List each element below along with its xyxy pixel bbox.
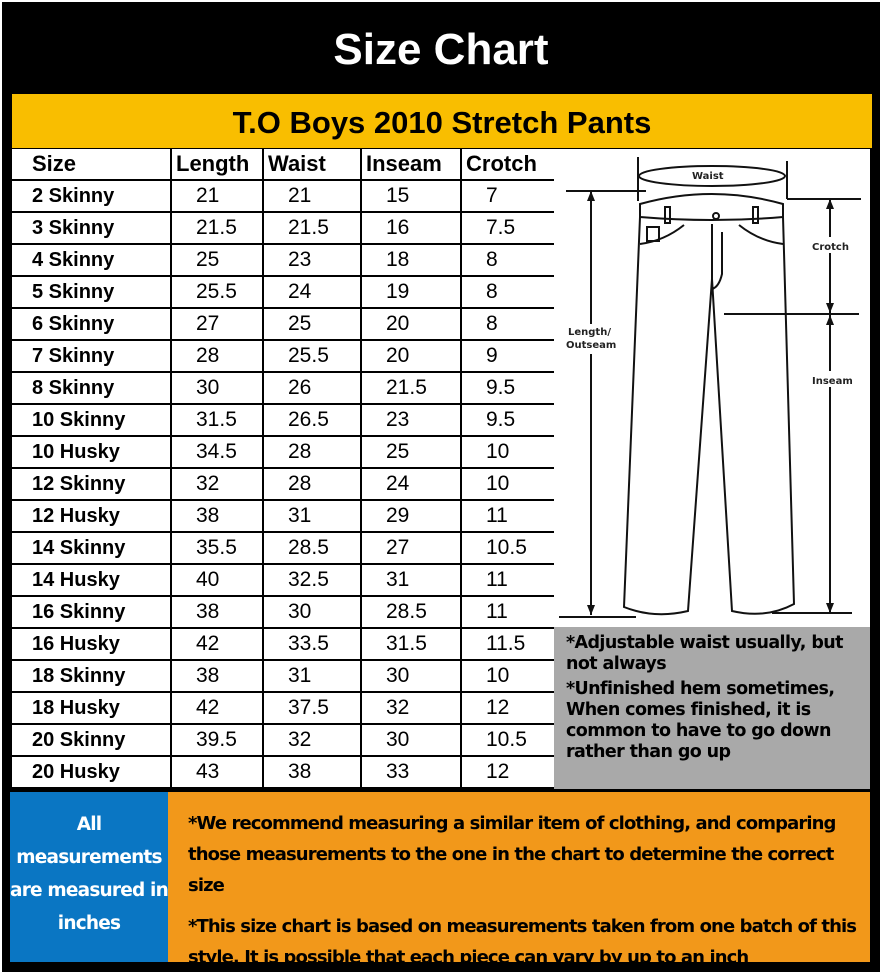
cell-length: 40 [171, 564, 263, 596]
cell-length: 35.5 [171, 532, 263, 564]
cell-crotch: 8 [461, 276, 555, 308]
cell-inseam: 31 [361, 564, 461, 596]
diagram-label-length: Length/ [568, 327, 611, 338]
cell-size: 14 Husky [11, 564, 171, 596]
table-row [11, 660, 555, 692]
cell-waist: 30 [263, 596, 361, 628]
diagram-label-crotch: Crotch [812, 242, 849, 253]
disclaimer-batch-variance: *This size chart is based on measurements taken from one batch of this style. It is possible that each piece can vary by up to an inch [188, 916, 857, 968]
cell-crotch: 12 [461, 756, 555, 788]
note-unfinished-hem: *Unfinished hem sometimes, When comes finished, it is common to have to go down rather than go up [566, 679, 835, 762]
cell-size: 6 Skinny [11, 308, 171, 340]
cell-length: 31.5 [171, 404, 263, 436]
table-row [11, 180, 555, 212]
cell-crotch: 9.5 [461, 404, 555, 436]
column-header-crotch: Crotch [461, 149, 555, 180]
cell-size: 18 Skinny [11, 660, 171, 692]
cell-length: 25.5 [171, 276, 263, 308]
cell-length: 21 [171, 180, 263, 212]
cell-inseam: 30 [361, 660, 461, 692]
cell-crotch: 10 [461, 468, 555, 500]
cell-waist: 33.5 [263, 628, 361, 660]
cell-inseam: 23 [361, 404, 461, 436]
table-row [11, 564, 555, 596]
cell-waist: 24 [263, 276, 361, 308]
cell-inseam: 30 [361, 724, 461, 756]
cell-length: 39.5 [171, 724, 263, 756]
cell-waist: 26.5 [263, 404, 361, 436]
cell-size: 10 Husky [11, 436, 171, 468]
cell-crotch: 9 [461, 340, 555, 372]
cell-length: 21.5 [171, 212, 263, 244]
cell-waist: 28.5 [263, 532, 361, 564]
cell-length: 38 [171, 660, 263, 692]
cell-length: 28 [171, 340, 263, 372]
table-row [11, 340, 555, 372]
table-row [11, 244, 555, 276]
table-header-row [11, 149, 555, 180]
cell-length: 25 [171, 244, 263, 276]
cell-length: 32 [171, 468, 263, 500]
cell-inseam: 20 [361, 340, 461, 372]
size-table [10, 149, 556, 789]
cell-size: 20 Husky [11, 756, 171, 788]
cell-size: 10 Skinny [11, 404, 171, 436]
table-row [11, 756, 555, 788]
cell-length: 43 [171, 756, 263, 788]
cell-crotch: 7.5 [461, 212, 555, 244]
product-subtitle: T.O Boys 2010 Stretch Pants [12, 94, 872, 148]
cell-size: 3 Skinny [11, 212, 171, 244]
cell-crotch: 11 [461, 596, 555, 628]
cell-waist: 28 [263, 436, 361, 468]
cell-waist: 28 [263, 468, 361, 500]
table-body [11, 180, 555, 788]
table-row [11, 692, 555, 724]
table-row [11, 596, 555, 628]
cell-size: 12 Husky [11, 500, 171, 532]
table-row [11, 276, 555, 308]
cell-size: 14 Skinny [11, 532, 171, 564]
cell-size: 16 Skinny [11, 596, 171, 628]
cell-length: 42 [171, 628, 263, 660]
cell-size: 4 Skinny [11, 244, 171, 276]
cell-waist: 31 [263, 500, 361, 532]
cell-crotch: 10 [461, 436, 555, 468]
cell-inseam: 16 [361, 212, 461, 244]
cell-crotch: 11 [461, 500, 555, 532]
cell-waist: 25 [263, 308, 361, 340]
cell-crotch: 12 [461, 692, 555, 724]
cell-crotch: 8 [461, 244, 555, 276]
column-header-size: Size [11, 149, 171, 180]
cell-length: 42 [171, 692, 263, 724]
cell-length: 27 [171, 308, 263, 340]
cell-inseam: 33 [361, 756, 461, 788]
cell-size: 20 Skinny [11, 724, 171, 756]
cell-crotch: 11 [461, 564, 555, 596]
column-header-length: Length [171, 149, 263, 180]
size-table-container [10, 149, 554, 789]
table-row [11, 372, 555, 404]
cell-crotch: 9.5 [461, 372, 555, 404]
cell-crotch: 7 [461, 180, 555, 212]
cell-inseam: 20 [361, 308, 461, 340]
product-notes [554, 627, 870, 789]
cell-crotch: 8 [461, 308, 555, 340]
diagram-label-outseam: Outseam [566, 340, 617, 351]
cell-waist: 21.5 [263, 212, 361, 244]
cell-crotch: 11.5 [461, 628, 555, 660]
cell-waist: 31 [263, 660, 361, 692]
cell-size: 12 Skinny [11, 468, 171, 500]
table-row [11, 308, 555, 340]
column-header-inseam: Inseam [361, 149, 461, 180]
cell-length: 38 [171, 596, 263, 628]
disclaimer-panel [168, 792, 870, 968]
cell-size: 16 Husky [11, 628, 171, 660]
cell-size: 5 Skinny [11, 276, 171, 308]
table-row [11, 532, 555, 564]
table-row [11, 404, 555, 436]
table-row [11, 212, 555, 244]
cell-waist: 38 [263, 756, 361, 788]
cell-inseam: 21.5 [361, 372, 461, 404]
cell-size: 18 Husky [11, 692, 171, 724]
cell-size: 8 Skinny [11, 372, 171, 404]
cell-inseam: 15 [361, 180, 461, 212]
cell-length: 34.5 [171, 436, 263, 468]
units-note: All measurements are measured in inches [10, 792, 168, 962]
table-row [11, 628, 555, 660]
diagram-label-inseam: Inseam [812, 376, 853, 387]
cell-inseam: 18 [361, 244, 461, 276]
cell-inseam: 24 [361, 468, 461, 500]
cell-inseam: 31.5 [361, 628, 461, 660]
cell-inseam: 32 [361, 692, 461, 724]
pants-diagram-icon [554, 149, 870, 627]
cell-crotch: 10.5 [461, 724, 555, 756]
cell-waist: 26 [263, 372, 361, 404]
cell-size: 7 Skinny [11, 340, 171, 372]
cell-inseam: 25 [361, 436, 461, 468]
table-row [11, 436, 555, 468]
note-adjustable-waist: *Adjustable waist usually, but not always [566, 633, 843, 674]
cell-inseam: 28.5 [361, 596, 461, 628]
cell-inseam: 29 [361, 500, 461, 532]
diagram-label-waist: Waist [692, 171, 724, 182]
cell-length: 30 [171, 372, 263, 404]
column-header-waist: Waist [263, 149, 361, 180]
disclaimer-measuring-tip: *We recommend measuring a similar item of clothing, and comparing those measurements to the one in the chart to determine the correct size [188, 813, 836, 896]
cell-length: 38 [171, 500, 263, 532]
table-row [11, 500, 555, 532]
cell-waist: 23 [263, 244, 361, 276]
cell-size: 2 Skinny [11, 180, 171, 212]
table-row [11, 468, 555, 500]
table-row [11, 724, 555, 756]
cell-inseam: 19 [361, 276, 461, 308]
cell-waist: 25.5 [263, 340, 361, 372]
cell-waist: 21 [263, 180, 361, 212]
cell-inseam: 27 [361, 532, 461, 564]
cell-crotch: 10 [461, 660, 555, 692]
cell-crotch: 10.5 [461, 532, 555, 564]
cell-waist: 37.5 [263, 692, 361, 724]
page-title: Size Chart [333, 25, 549, 74]
cell-waist: 32 [263, 724, 361, 756]
pants-measurement-diagram [554, 149, 870, 627]
cell-waist: 32.5 [263, 564, 361, 596]
